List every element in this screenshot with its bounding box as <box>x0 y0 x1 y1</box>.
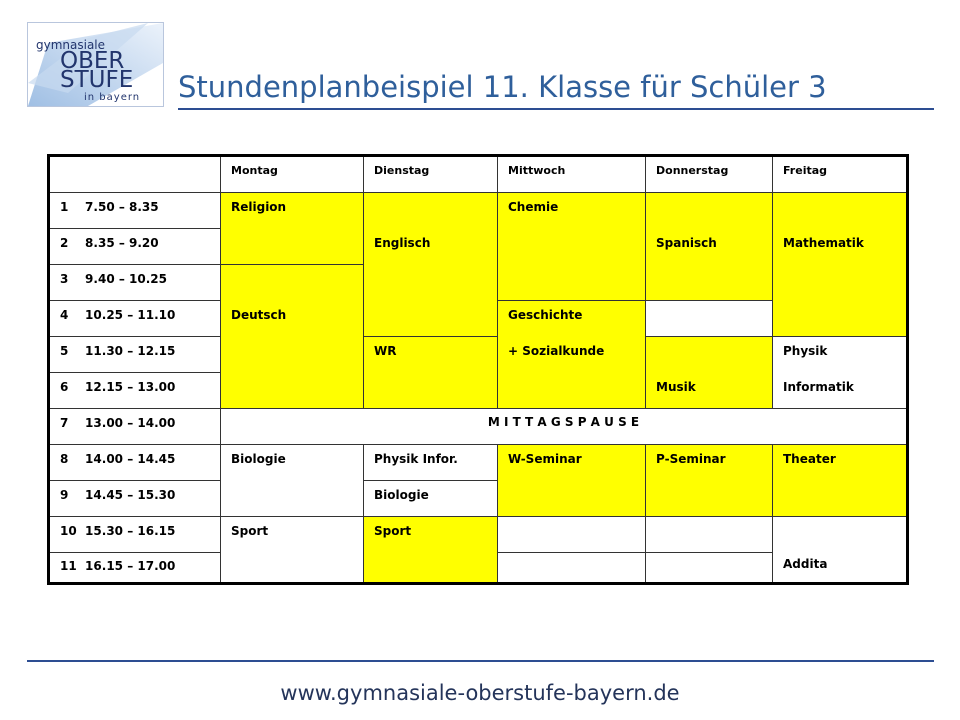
logo-text-in-bayern: in bayern <box>84 92 141 103</box>
subject-label: Informatik <box>783 380 854 394</box>
cell-montag-deutsch <box>221 265 364 409</box>
cell-mittwoch-chemie <box>498 193 646 301</box>
subject-label: Chemie <box>508 200 559 214</box>
cell-donnerstag-empty-11 <box>646 553 773 582</box>
page-title: Stundenplanbeispiel 11. Klasse für Schüler 3 <box>178 70 827 104</box>
title-rule <box>178 108 934 110</box>
cell-mittwoch-empty-10 <box>498 517 646 553</box>
cell-dienstag-biologie <box>364 481 498 517</box>
subject-label: Spanisch <box>656 236 717 250</box>
logo-text-gymnasiale: gymnasiale <box>36 38 106 52</box>
subject-label: Physik <box>783 344 828 358</box>
subject-label: P-Seminar <box>656 452 726 466</box>
cell-donnerstag-spanisch <box>646 193 773 301</box>
subject-label: WR <box>374 344 397 358</box>
header-day-donnerstag: Donnerstag <box>646 157 773 193</box>
cell-dienstag-physik-infor <box>364 445 498 481</box>
subject-label: Sport <box>374 524 412 538</box>
logo-text-ober: OBER <box>60 48 125 74</box>
cell-freitag-theater <box>773 445 906 517</box>
subject-label: Physik Infor. <box>374 452 458 466</box>
cell-dienstag-sport <box>364 517 498 582</box>
lunch-break-row: M I T T A G S P A U S E <box>221 409 906 445</box>
logo <box>27 22 164 107</box>
subject-label: Geschichte <box>508 308 583 322</box>
period-label-10: 10 15.30 – 16.15 <box>50 517 221 553</box>
period-label-6: 6 12.15 – 13.00 <box>50 373 221 409</box>
subject-label: Musik <box>656 380 696 394</box>
header-day-mittwoch: Mittwoch <box>498 157 646 193</box>
cell-dienstag-englisch <box>364 193 498 337</box>
header-day-freitag: Freitag <box>773 157 906 193</box>
logo-text-stufe: STUFE <box>60 67 134 93</box>
period-label-9: 9 14.45 – 15.30 <box>50 481 221 517</box>
period-label-7: 7 13.00 – 14.00 <box>50 409 221 445</box>
cell-freitag-physik-informatik <box>773 337 906 409</box>
subject-label: + Sozialkunde <box>508 344 605 358</box>
header-empty-cell <box>50 157 221 193</box>
subject-label: Addita <box>783 557 828 571</box>
subject-label: Biologie <box>231 452 286 466</box>
cell-mittwoch-w-seminar <box>498 445 646 517</box>
subject-label: Religion <box>231 200 287 214</box>
period-label-1: 1 7.50 – 8.35 <box>50 193 221 229</box>
period-label-4: 4 10.25 – 11.10 <box>50 301 221 337</box>
period-label-11: 11 16.15 – 17.00 <box>50 553 221 582</box>
cell-donnerstag-p-seminar <box>646 445 773 517</box>
subject-label: Deutsch <box>231 308 287 322</box>
cell-montag-biologie <box>221 445 364 517</box>
cell-freitag-mathematik <box>773 193 906 337</box>
subject-label: Mathematik <box>783 236 864 250</box>
cell-freitag-addita <box>773 517 906 582</box>
subject-label: Sport <box>231 524 269 538</box>
cell-donnerstag-empty-4 <box>646 301 773 337</box>
timetable <box>47 154 909 585</box>
header-day-dienstag: Dienstag <box>364 157 498 193</box>
footer-url: www.gymnasiale-oberstufe-bayern.de <box>280 681 680 705</box>
subject-label: Biologie <box>374 488 429 502</box>
subject-label: Englisch <box>374 236 431 250</box>
cell-donnerstag-musik <box>646 337 773 409</box>
cell-donnerstag-empty-10 <box>646 517 773 553</box>
cell-mittwoch-empty-11 <box>498 553 646 582</box>
subject-label: Theater <box>783 452 836 466</box>
period-label-8: 8 14.00 – 14.45 <box>50 445 221 481</box>
period-label-3: 3 9.40 – 10.25 <box>50 265 221 301</box>
header-day-montag: Montag <box>221 157 364 193</box>
cell-mittwoch-geschichte <box>498 301 646 409</box>
period-label-2: 2 8.35 – 9.20 <box>50 229 221 265</box>
period-label-5: 5 11.30 – 12.15 <box>50 337 221 373</box>
subject-label: W-Seminar <box>508 452 582 466</box>
cell-montag-sport <box>221 517 364 582</box>
footer-rule <box>27 660 934 662</box>
cell-montag-religion <box>221 193 364 265</box>
cell-dienstag-wr <box>364 337 498 409</box>
